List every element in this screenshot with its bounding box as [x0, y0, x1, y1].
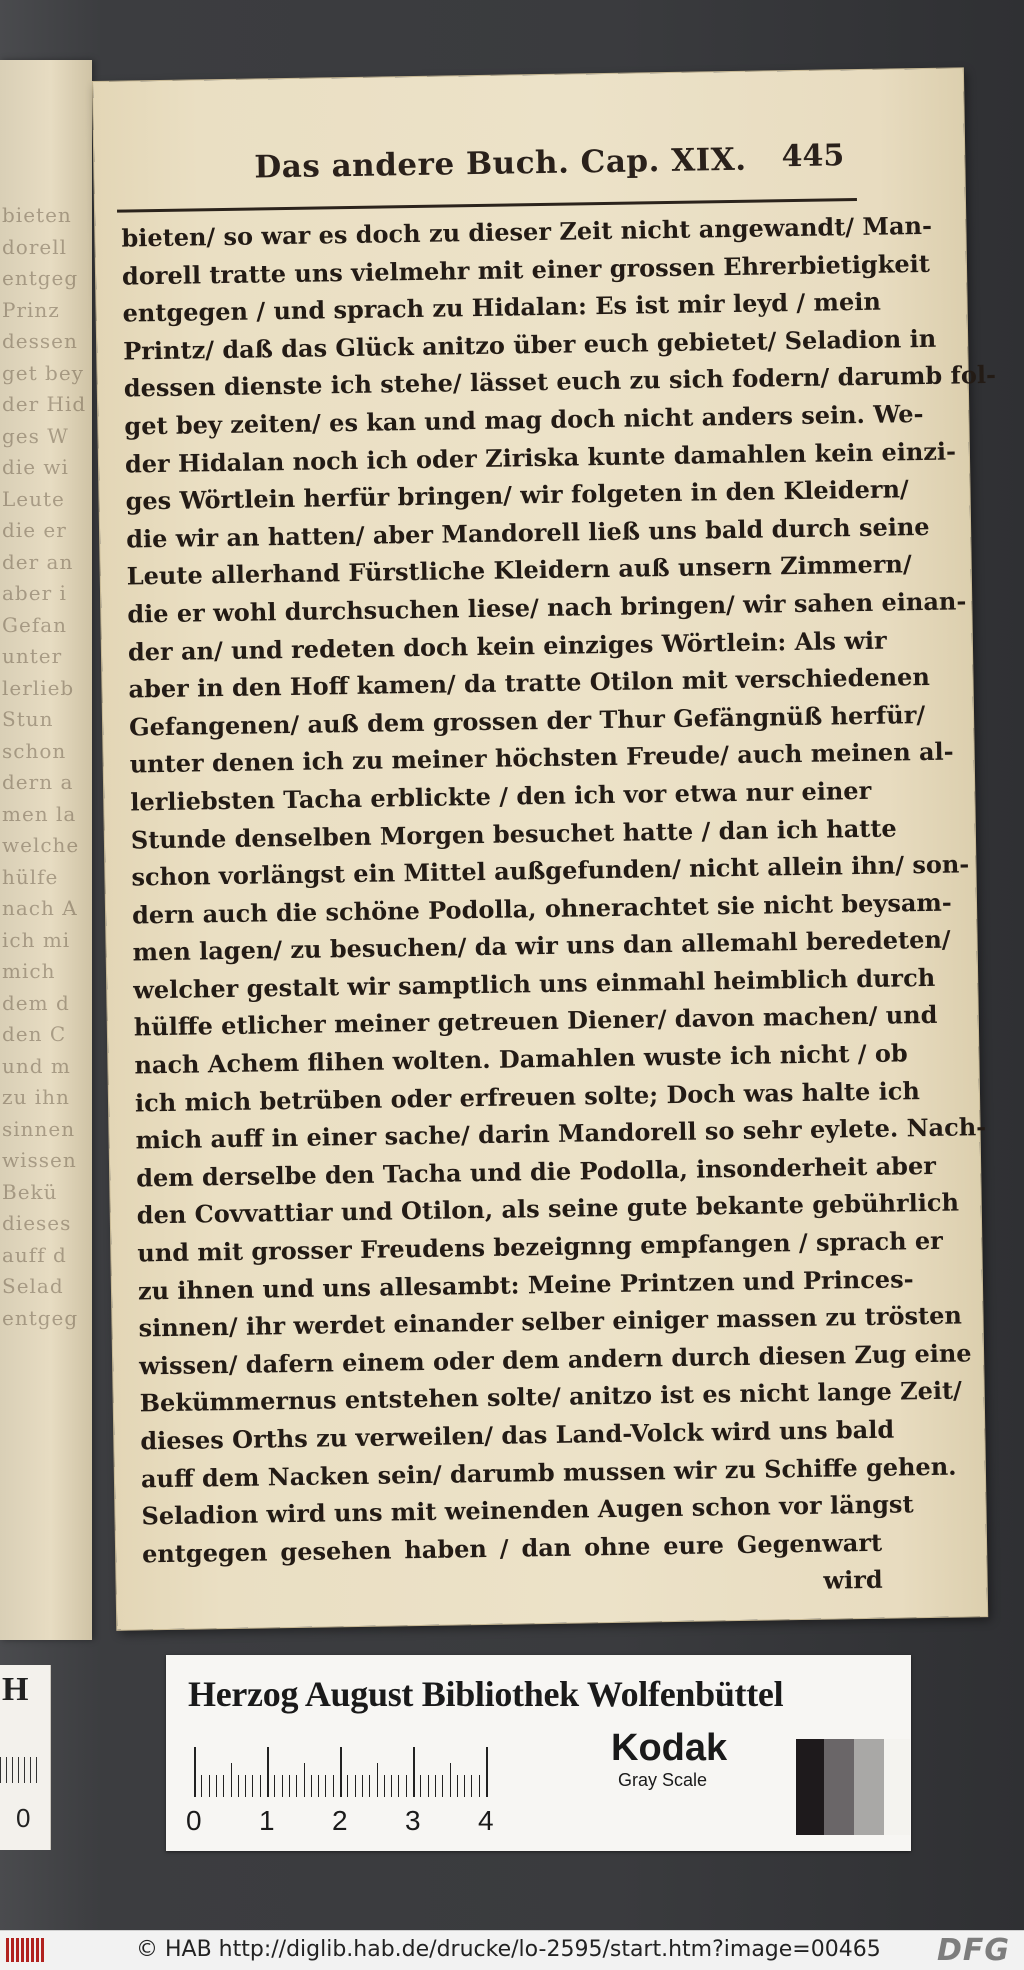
text-line: aber in den Hoff kamen/ da tratte Otilon mit verschiedenen: [128, 662, 930, 704]
neighbor-text-fragment: mich: [2, 959, 56, 983]
text-line: der Hidalan noch ich oder Ziriska kunte damahlen kein einzi-: [124, 436, 957, 479]
page-header: [254, 138, 845, 193]
text-line: auff dem Nacken sein/ darumb mussen wir zu Schiffe gehen.: [140, 1451, 957, 1494]
ruler-tick: [428, 1775, 429, 1797]
text-line: zu ihnen und uns allesambt: Meine Printzen und Princes-: [137, 1263, 914, 1306]
text-line: mich auff in einer sache/ darin Mandorell so sehr eylete. Nach-: [135, 1112, 987, 1155]
text-line: get bey zeiten/ es kan und mag doch nicht anders sein. We-: [124, 398, 924, 441]
text-line: Stunde denselben Morgen besuchet hatte / dan ich hatte: [130, 812, 897, 854]
ruler-tick: [325, 1775, 326, 1797]
gray-patch: [796, 1739, 824, 1835]
text-line: und mit grosser Freudens bezeignng empfangen / sprach er: [137, 1225, 944, 1268]
neighbor-text-fragment: der Hid: [2, 392, 87, 416]
text-line: lerliebsten Tacha erblickte / den ich vor etwa nur einer: [130, 775, 872, 817]
neighbor-text-fragment: Leute: [2, 486, 65, 511]
ruler-tick: [413, 1747, 415, 1797]
text-line: hülffe etlicher meiner getreuen Diener/ davon machen/ und: [133, 1000, 938, 1042]
ruler-tick: [274, 1775, 275, 1797]
neighbor-text-fragment: bieten: [2, 203, 72, 227]
text-line: dorell tratte uns vielmehr mit einer grossen Ehrerbietigkeit: [121, 248, 931, 291]
neighbor-text-fragment: dem d: [2, 990, 70, 1015]
ruler-tick: [245, 1775, 246, 1797]
ruler-tick: [384, 1775, 385, 1797]
hab-logo-icon: [6, 1938, 46, 1962]
ruler-tick: [333, 1775, 334, 1797]
neighbor-text-fragment: men la: [2, 801, 77, 826]
neighbor-text-fragment: get bey: [2, 360, 84, 385]
neighbor-text-fragment: dorell: [2, 234, 68, 259]
neighbor-text-fragment: Stun: [2, 707, 54, 731]
page-number: 445: [781, 138, 845, 175]
ruler-number: 3: [405, 1805, 421, 1836]
ruler-tick: [450, 1763, 451, 1797]
text-line: dieses Orths zu verweilen/ das Land-Volck wird uns bald: [140, 1414, 895, 1456]
neighbor-text-fragment: nach A: [2, 896, 78, 920]
ruler-tick: [238, 1775, 239, 1797]
ruler-tick: [398, 1775, 399, 1797]
neighbor-text-fragment: aber i: [2, 581, 67, 605]
ruler-tick: [223, 1775, 224, 1797]
ruler-tick: [464, 1775, 465, 1797]
gray-patch: [854, 1739, 884, 1835]
neighbor-text-fragment: hülfe: [2, 864, 59, 889]
ruler-number: 4: [478, 1805, 494, 1836]
text-line: Printz/ daß das Glück anitzo über euch gebietet/ Seladion in: [122, 323, 937, 366]
neighbor-text-fragment: Bekü: [2, 1179, 58, 1204]
text-line: men lagen/ zu besuchen/ da wir uns dan allemahl beredeten/: [132, 924, 951, 967]
ruler-tick: [267, 1747, 269, 1797]
gray-patch: [824, 1739, 854, 1835]
text-line: den Covvattiar und Otilon, als seine gute bekante gebührlich: [136, 1187, 960, 1230]
ruler-tick: [340, 1747, 342, 1797]
body-text: [121, 208, 997, 1610]
ruler-tick: [194, 1747, 196, 1797]
ruler-tick: [304, 1763, 305, 1797]
text-line: schon vorlängst ein Mittel außgefunden/ nicht allein ihn/ son-: [131, 849, 970, 892]
ruler-tick: [377, 1763, 378, 1797]
neighbor-text-fragment: wissen: [2, 1148, 77, 1172]
neighbor-text-fragment: zu ihn: [2, 1085, 70, 1109]
text-line: unter denen ich zu meiner höchsten Freude/ auch meinen al-: [129, 736, 954, 779]
ruler-tick: [391, 1775, 392, 1797]
neighbor-text-fragment: auff d: [2, 1242, 67, 1267]
ruler-number: 2: [332, 1805, 348, 1836]
neighbor-text-fragment: dieses: [2, 1211, 72, 1235]
neighbor-text-fragment: der an: [2, 549, 74, 574]
ruler-tick: [435, 1775, 436, 1797]
ruler-tick: [252, 1775, 253, 1797]
ruler-tick: [420, 1775, 421, 1797]
ruler-number: 1: [259, 1805, 275, 1836]
neighbor-text-fragment: Prinz: [2, 297, 60, 322]
neighbor-text-fragment: entgeg: [2, 1305, 79, 1330]
measurement-ruler: [188, 1727, 558, 1837]
text-line: ges Wörtlein herfür bringen/ wir folgeten in den Kleidern/: [125, 474, 909, 516]
ruler-tick: [289, 1775, 290, 1797]
ruler-tick: [201, 1775, 202, 1797]
neighbor-page-text: [2, 200, 87, 1334]
ruler-tick: [231, 1763, 232, 1797]
ruler-tick: [347, 1775, 348, 1797]
kodak-logo: Kodak: [611, 1727, 728, 1769]
ruler-tick: [209, 1775, 210, 1797]
neighbor-text-fragment: welche: [2, 833, 80, 857]
neighbor-text-fragment: dessen: [2, 329, 78, 353]
ruler-tick: [260, 1775, 261, 1797]
text-line: Bekümmernus entstehen solte/ anitzo ist es nicht lange Zeit/: [139, 1375, 963, 1418]
text-line: ich mich betrüben oder erfreuen solte; Doch was halte ich: [134, 1075, 920, 1118]
text-line: welcher gestalt wir samptlich uns einmahl heimblich durch: [133, 962, 936, 1005]
text-line: wissen/ dafern einem oder dem andern durch diesen Zug eine: [138, 1338, 972, 1381]
neighbor-page: [0, 60, 92, 1640]
neighbor-text-fragment: Gefan: [2, 612, 68, 637]
ruler-tick: [216, 1775, 217, 1797]
neighbor-card-letter: H: [2, 1671, 29, 1708]
neighbor-card-ruler: [0, 1757, 40, 1783]
ruler-tick: [457, 1775, 458, 1797]
text-line: die wir an hatten/ aber Mandorell ließ uns bald durch seine: [125, 511, 930, 554]
text-line: entgegen / und sprach zu Hidalan: Es ist mir leyd / mein: [122, 286, 882, 328]
ruler-tick: [296, 1775, 297, 1797]
neighbor-text-fragment: ich mi: [2, 927, 71, 952]
text-line: die er wohl durchsuchen liese/ nach bringen/ wir sahen einan-: [127, 586, 967, 629]
ruler-tick: [362, 1775, 363, 1797]
footer-bar: [0, 1930, 1024, 1970]
copyright-link[interactable]: © HAB http://diglib.hab.de/drucke/lo-2595/start.htm?image=00465: [136, 1937, 881, 1962]
text-line: dern auch die schöne Podolla, ohnerachtet sie nicht beysam-: [131, 887, 952, 930]
text-line: Leute allerhand Fürstliche Kleidern auß unsern Zimmern/: [126, 549, 912, 591]
ruler-tick: [318, 1775, 319, 1797]
neighbor-text-fragment: den C: [2, 1022, 67, 1046]
text-line: bieten/ so war es doch zu dieser Zeit nicht angewandt/ Man-: [121, 210, 933, 253]
neighbor-text-fragment: und m: [2, 1053, 71, 1078]
ruler-tick: [479, 1775, 480, 1797]
ruler-number: 0: [186, 1805, 202, 1836]
neighbor-text-fragment: lerlieb: [2, 675, 75, 700]
gray-patch: [884, 1739, 910, 1835]
color-target-card: [166, 1655, 911, 1851]
running-head: Das andere Buch. Cap. XIX.: [254, 141, 747, 186]
neighbor-text-fragment: dern a: [2, 770, 74, 794]
ruler-tick: [486, 1747, 488, 1797]
text-line: entgegen gesehen haben / dan ohne eure Gegenwart: [141, 1527, 883, 1569]
text-line: dessen dienste ich stehe/ lässet euch zu sich fodern/ darumb fol-: [123, 360, 997, 403]
dfg-logo: DFG: [936, 1933, 1010, 1968]
gray-scale-label: Gray Scale: [618, 1770, 708, 1790]
ruler-tick: [355, 1775, 356, 1797]
neighbor-color-card: [0, 1665, 51, 1850]
text-line: sinnen/ ihr werdet einander selber einiger massen zu trösten: [138, 1300, 963, 1343]
ruler-tick: [406, 1775, 407, 1797]
text-line: dem derselbe den Tacha und die Podolla, insonderheit aber: [135, 1150, 937, 1193]
library-name: Herzog August Bibliothek Wolfenbüttel: [188, 1674, 784, 1714]
neighbor-text-fragment: sinnen: [2, 1116, 76, 1141]
ruler-tick: [282, 1775, 283, 1797]
neighbor-text-fragment: entgeg: [2, 266, 79, 290]
neighbor-text-fragment: unter: [2, 644, 63, 668]
ruler-tick: [311, 1775, 312, 1797]
text-line: Seladion wird uns mit weinenden Augen schon vor längst: [141, 1489, 914, 1531]
neighbor-text-fragment: schon: [2, 738, 67, 763]
text-line: Gefangenen/ auß dem grossen der Thur Gefängnüß herfür/: [128, 699, 926, 742]
ruler-tick: [442, 1775, 443, 1797]
text-line: nach Achem flihen wolten. Damahlen wuste ich nicht / ob: [134, 1038, 908, 1080]
ruler-tick: [369, 1775, 370, 1797]
ruler-tick: [471, 1775, 472, 1797]
text-line: der an/ und redeten doch kein einziges Wörtlein: Als wir: [127, 625, 887, 667]
book-page: [93, 68, 997, 1629]
neighbor-text-fragment: Selad: [2, 1274, 64, 1298]
neighbor-text-fragment: die er: [2, 518, 67, 542]
neighbor-text-fragment: ges W: [2, 423, 69, 448]
catchword: wird: [823, 1565, 883, 1596]
neighbor-text-fragment: die wi: [2, 455, 69, 479]
neighbor-card-digit: 0: [16, 1803, 31, 1833]
